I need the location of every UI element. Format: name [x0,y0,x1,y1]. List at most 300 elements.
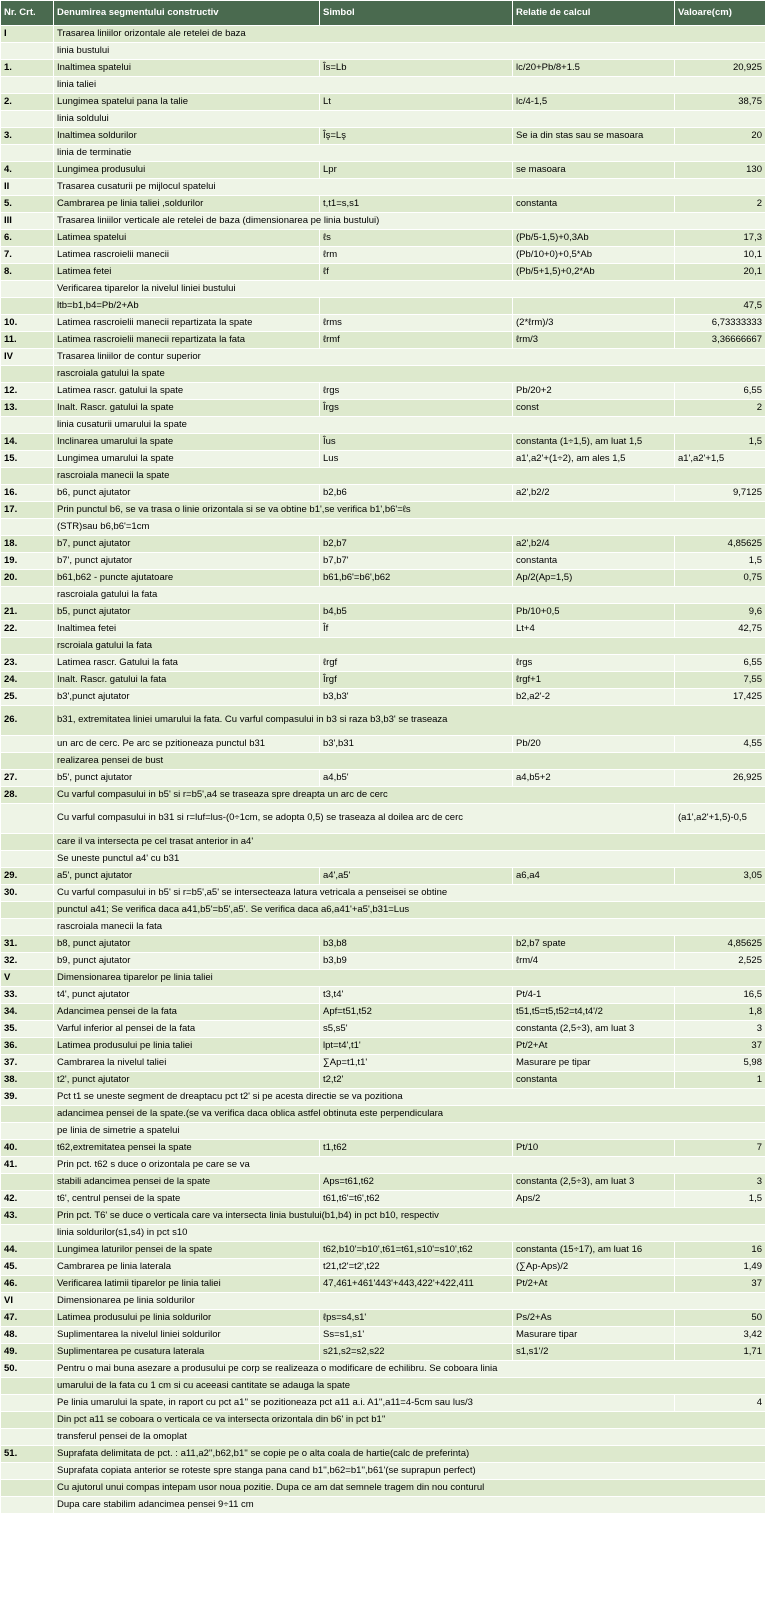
row-name: Inaltimea fetei [54,621,320,638]
subsection-title: realizarea pensei de bust [54,753,765,770]
row-number: 33. [1,987,54,1004]
table-row [1,655,765,672]
row-text: Cu varful compasului in b31 si r=luf=lus-(0÷1cm, se adopta 0,5) se traseaza al doilea arc de cerc [54,804,675,834]
row-symbol: ∑Ap=t1,t1' [320,1055,513,1072]
row-symbol: b2,b6 [320,485,513,502]
row-number: 36. [1,1038,54,1055]
row-number: 27. [1,770,54,787]
subsection-row [1,77,765,94]
subsection-row [1,638,765,655]
row-number: 47. [1,1310,54,1327]
row-value: 42,75 [675,621,765,638]
row-value: 50 [675,1310,765,1327]
subsection-title: linia taliei [54,77,765,94]
row-formula: s1,s1'/2 [513,1344,675,1361]
row-text: pe linia de simetrie a spatelui [54,1123,765,1140]
row-text: linia soldurilor(s1,s4) in pct s10 [54,1225,765,1242]
row-symbol: b3',b31 [320,736,513,753]
row-symbol: 47,461+461'443'+443,422'+422,411 [320,1276,513,1293]
table-row [1,1378,765,1395]
row-value: 1,5 [675,1191,765,1208]
row-symbol: Îf [320,621,513,638]
row-name: Latimea fetei [54,264,320,281]
row-value: 26,925 [675,770,765,787]
table-row [1,281,765,298]
row-text: b31, extremitatea liniei umarului la fata. Cu varful compasului in b3 si raza b3,b3' se traseaza [54,706,765,736]
row-text: Verificarea tiparelor la nivelul liniei bustului [54,281,765,298]
row-name: Lungimea spatelui pana la talie [54,94,320,111]
row-number: 24. [1,672,54,689]
row-text: Suprafata delimitata de pct. : a11,a2'',b62,b1'' se copie pe o alta coala de hartie(calc de preferinta) [54,1446,765,1463]
table-row [1,1463,765,1480]
table-row [1,1191,765,1208]
subsection-row [1,417,765,434]
row-text: Cu varful compasului in b5' si r=b5',a5' se intersecteaza latura vetricala a penseisei se obtine [54,885,765,902]
section-title: Trasarea cusaturii pe mijlocul spatelui [54,179,765,196]
row-value: 4 [675,1395,765,1412]
row-formula: Lt+4 [513,621,675,638]
table-row [1,400,765,417]
row-number: 10. [1,315,54,332]
row-number: 8. [1,264,54,281]
row-name: Cambrarea pe linia taliei ,soldurilor [54,196,320,213]
row-symbol: b3,b8 [320,936,513,953]
table-row [1,196,765,213]
row-number: 14. [1,434,54,451]
row-value: 3,42 [675,1327,765,1344]
row-number: 17. [1,502,54,519]
row-symbol: t,t1=s,s1 [320,196,513,213]
row-number [1,902,54,919]
row-text: Prin punctul b6, se va trasa o linie orizontala si se va obtine b1',se verifica b1',b6'=ℓs [54,502,765,519]
table-row [1,1106,765,1123]
row-formula: constanta (2,5÷3), am luat 3 [513,1021,675,1038]
row-number [1,1497,54,1514]
row-number: 21. [1,604,54,621]
row-name: Cambrarea la nivelul taliei [54,1055,320,1072]
row-number: I [1,26,54,43]
table-row [1,902,765,919]
row-name: Latimea rascroielii manecii repartizata la fata [54,332,320,349]
row-value: 2 [675,196,765,213]
row-name: Varful inferior al pensei de la fata [54,1021,320,1038]
table-row [1,1072,765,1089]
row-number: 51. [1,1446,54,1463]
row-formula: constanta (2,5÷3), am luat 3 [513,1174,675,1191]
row-formula: Ps/2+As [513,1310,675,1327]
row-number: 6. [1,230,54,247]
row-number: 39. [1,1089,54,1106]
row-number [1,298,54,315]
row-number: 35. [1,1021,54,1038]
row-number: 37. [1,1055,54,1072]
row-number: 50. [1,1361,54,1378]
row-value: 1,49 [675,1259,765,1276]
row-symbol: t2,t2' [320,1072,513,1089]
row-value: 4,85625 [675,536,765,553]
table-row [1,706,765,736]
row-value: 3 [675,1174,765,1191]
row-symbol: ℓrms [320,315,513,332]
row-value: 4,85625 [675,936,765,953]
row-number: 11. [1,332,54,349]
table-row [1,519,765,536]
table-row [1,1174,765,1191]
row-formula: Aps/2 [513,1191,675,1208]
row-number: 49. [1,1344,54,1361]
table-row [1,1055,765,1072]
row-formula: Masurare pe tipar [513,1055,675,1072]
row-formula: Pt/2+At [513,1276,675,1293]
row-symbol: lpt=t4',t1' [320,1038,513,1055]
row-text: Cu varful compasului in b5' si r=b5',a4 se traseaza spre dreapta un arc de cerc [54,787,765,804]
row-formula: const [513,400,675,417]
row-value: 9,6 [675,604,765,621]
row-symbol: ℓrgf [320,655,513,672]
row-number [1,804,54,834]
row-formula: t51,t5=t5,t52=t4,t4'/2 [513,1004,675,1021]
row-name: b7', punct ajutator [54,553,320,570]
row-formula [513,298,675,315]
row-name: b7, punct ajutator [54,536,320,553]
row-number: 16. [1,485,54,502]
table-row [1,451,765,468]
row-number [1,587,54,604]
row-value: 4,55 [675,736,765,753]
row-name: b6, punct ajutator [54,485,320,502]
row-name: Cambrarea pe linia laterala [54,1259,320,1276]
subsection-row [1,587,765,604]
row-value: 6,73333333 [675,315,765,332]
table-row [1,315,765,332]
row-formula: a4,b5+2 [513,770,675,787]
row-formula: lc/4-1,5 [513,94,675,111]
row-formula: constanta [513,553,675,570]
table-row [1,1429,765,1446]
row-number: 31. [1,936,54,953]
row-formula: (2*ℓrm)/3 [513,315,675,332]
subsection-row [1,753,765,770]
row-number [1,1480,54,1497]
row-number [1,77,54,94]
row-value: a1',a2'+1,5 [675,451,765,468]
row-name: b61,b62 - puncte ajutatoare [54,570,320,587]
row-symbol: s21,s2=s2,s22 [320,1344,513,1361]
row-symbol: t21,t2'=t2',t22 [320,1259,513,1276]
row-symbol: ℓps=s4,s1' [320,1310,513,1327]
row-formula: Ap/2(Ap=1,5) [513,570,675,587]
row-number: 45. [1,1259,54,1276]
table-row [1,1446,765,1463]
table-row [1,230,765,247]
row-symbol: ℓrgs [320,383,513,400]
row-value: 37 [675,1038,765,1055]
section-title: Trasarea liniilor orizontale ale retelei de baza [54,26,765,43]
row-formula: constanta (15÷17), am luat 16 [513,1242,675,1259]
row-number: 4. [1,162,54,179]
table-row [1,851,765,868]
section-row [1,26,765,43]
table-row [1,936,765,953]
row-number: 32. [1,953,54,970]
row-formula: Pb/20 [513,736,675,753]
row-value: 1,71 [675,1344,765,1361]
table-row [1,1361,765,1378]
row-number: 12. [1,383,54,400]
header-value: Valoare(cm) [675,1,765,26]
row-value: 1,5 [675,553,765,570]
subsection-row [1,366,765,383]
table-row [1,553,765,570]
row-name: Latimea produsului pe linia soldurilor [54,1310,320,1327]
row-name: t4', punct ajutator [54,987,320,1004]
row-text: Prin pct. t62 s duce o orizontala pe care se va [54,1157,765,1174]
row-name: Lungimea produsului [54,162,320,179]
table-row [1,1480,765,1497]
row-name: Adancimea pensei de la fata [54,1004,320,1021]
table-row [1,736,765,753]
row-symbol: Apf=t51,t52 [320,1004,513,1021]
row-value: 1 [675,1072,765,1089]
row-value: 130 [675,162,765,179]
row-number: 34. [1,1004,54,1021]
row-value: 16 [675,1242,765,1259]
row-name: stabili adancimea pensei de la spate [54,1174,320,1191]
table-row [1,953,765,970]
table-row [1,570,765,587]
row-formula: Pt/10 [513,1140,675,1157]
row-number [1,519,54,536]
row-symbol: Lt [320,94,513,111]
table-row [1,1123,765,1140]
table-row [1,1157,765,1174]
row-text: umarului de la fata cu 1 cm si cu aceeasi cantitate se adauga la spate [54,1378,765,1395]
row-number [1,111,54,128]
row-number: 26. [1,706,54,736]
row-text: transferul pensei de la omoplat [54,1429,765,1446]
row-name: Inaltimea soldurilor [54,128,320,145]
subsection-title: linia cusaturii umarului la spate [54,417,765,434]
row-symbol: ℓrmf [320,332,513,349]
row-name: Inclinarea umarului la spate [54,434,320,451]
table-row [1,804,765,834]
table-row [1,604,765,621]
row-formula: a1',a2'+(1÷2), am ales 1,5 [513,451,675,468]
row-value: 0,75 [675,570,765,587]
table-row [1,1242,765,1259]
subsection-title: linia de terminatie [54,145,765,162]
row-formula: ℓrgs [513,655,675,672]
row-number [1,851,54,868]
subsection-title: rascroiala gatului la spate [54,366,765,383]
row-text: Se uneste punctul a4' cu b31 [54,851,765,868]
row-name: Latimea spatelui [54,230,320,247]
section-title: Trasarea liniilor verticale ale retelei de baza (dimensionarea pe linia bustului) [54,213,765,230]
row-name: Suplimentarea la nivelul liniei soldurilor [54,1327,320,1344]
row-symbol: Lus [320,451,513,468]
row-value: 3,36666667 [675,332,765,349]
row-text: care il va intersecta pe cel trasat anterior in a4' [54,834,765,851]
table-row [1,885,765,902]
table-row [1,1497,765,1514]
row-value: 7 [675,1140,765,1157]
row-symbol: Îs=Lb [320,60,513,77]
row-formula: Pt/4-1 [513,987,675,1004]
table-row [1,1140,765,1157]
row-name: a5', punct ajutator [54,868,320,885]
table-header [1,1,765,26]
row-number [1,417,54,434]
row-number: 30. [1,885,54,902]
row-number: IV [1,349,54,366]
row-number: 42. [1,1191,54,1208]
row-symbol: Îrgs [320,400,513,417]
row-number [1,1395,54,1412]
row-symbol: ℓs [320,230,513,247]
row-text: adancimea pensei de la spate.(se va verifica daca oblica astfel obtinuta este perpendiculara [54,1106,765,1123]
table-row [1,1259,765,1276]
subsection-title: linia bustului [54,43,765,60]
table-row [1,60,765,77]
table-row [1,298,765,315]
row-symbol [320,298,513,315]
row-name: b3',punct ajutator [54,689,320,706]
row-symbol: b4,b5 [320,604,513,621]
row-value: 6,55 [675,383,765,400]
row-number [1,1429,54,1446]
row-value: 47,5 [675,298,765,315]
row-text: Cu ajutorul unui compas intepam usor noua pozitie. Dupa ce am dat semnele tragem din nou conturul [54,1480,765,1497]
row-name: b9, punct ajutator [54,953,320,970]
row-symbol: b7,b7' [320,553,513,570]
table-row [1,128,765,145]
table-row [1,834,765,851]
row-value: 20,1 [675,264,765,281]
row-number [1,281,54,298]
row-formula: (∑Ap-Aps)/2 [513,1259,675,1276]
row-number [1,753,54,770]
row-name: b8, punct ajutator [54,936,320,953]
row-number: 3. [1,128,54,145]
row-number: 43. [1,1208,54,1225]
table-row [1,485,765,502]
section-row [1,1293,765,1310]
section-title: Trasarea liniilor de contur superior [54,349,765,366]
row-formula: Pb/20+2 [513,383,675,400]
row-name: Latimea rascr. gatului la spate [54,383,320,400]
subsection-title: rascroiala manecii la fata [54,919,765,936]
table-row [1,787,765,804]
row-text: Suprafata copiata anterior se roteste spre stanga pana cand b1'',b62=b1'',b61'(se suprapun perfect) [54,1463,765,1480]
row-formula: constanta [513,1072,675,1089]
header-name: Denumirea segmentului constructiv [54,1,320,26]
table-row [1,264,765,281]
row-name: Lungimea laturilor pensei de la spate [54,1242,320,1259]
row-symbol: t1,t62 [320,1140,513,1157]
row-number: 29. [1,868,54,885]
row-formula: ℓrgf+1 [513,672,675,689]
row-value: 1,8 [675,1004,765,1021]
row-number: 48. [1,1327,54,1344]
row-name: Inalt. Rascr. gatului la spate [54,400,320,417]
row-number [1,1378,54,1395]
row-number: 7. [1,247,54,264]
row-name: b5, punct ajutator [54,604,320,621]
subsection-row [1,43,765,60]
row-number: 41. [1,1157,54,1174]
table-row [1,1225,765,1242]
table-row [1,434,765,451]
row-number: 13. [1,400,54,417]
table-row [1,94,765,111]
row-number: 46. [1,1276,54,1293]
row-text: Pct t1 se uneste segment de dreaptacu pct t2' si pe acesta directie se va pozitiona [54,1089,765,1106]
row-formula: Pt/2+At [513,1038,675,1055]
row-number: 44. [1,1242,54,1259]
row-number [1,1463,54,1480]
row-number: 20. [1,570,54,587]
row-number: 25. [1,689,54,706]
row-text: (STR)sau b6,b6'=1cm [54,519,765,536]
row-number: V [1,970,54,987]
row-symbol: Îş=Lş [320,128,513,145]
row-symbol: b3,b3' [320,689,513,706]
row-formula: constanta (1÷1,5), am luat 1,5 [513,434,675,451]
row-formula: Masurare tipar [513,1327,675,1344]
row-value: 10,1 [675,247,765,264]
subsection-row [1,468,765,485]
row-formula: ℓrm/3 [513,332,675,349]
header-formula: Relatie de calcul [513,1,675,26]
row-formula: ℓrm/4 [513,953,675,970]
row-formula: b2,b7 spate [513,936,675,953]
row-number [1,919,54,936]
subsection-row [1,111,765,128]
row-number [1,1174,54,1191]
row-value: 38,75 [675,94,765,111]
row-symbol: b2,b7 [320,536,513,553]
row-number [1,366,54,383]
row-formula: a6,a4 [513,868,675,885]
row-formula: Pb/10+0,5 [513,604,675,621]
row-text: Prin pct. T6' se duce o verticala care va intersecta linia bustului(b1,b4) in pct b10, respectiv [54,1208,765,1225]
table-row [1,689,765,706]
row-symbol: b61,b6'=b6',b62 [320,570,513,587]
row-formula: constanta [513,196,675,213]
row-name: t2', punct ajutator [54,1072,320,1089]
table-row [1,536,765,553]
table-row [1,1344,765,1361]
row-number: 5. [1,196,54,213]
row-name: Lungimea umarului la spate [54,451,320,468]
row-number [1,834,54,851]
table-row [1,1276,765,1293]
row-value: 3 [675,1021,765,1038]
subsection-title: rscroiala gatului la fata [54,638,765,655]
row-formula: b2,a2'-2 [513,689,675,706]
row-number: VI [1,1293,54,1310]
subsection-row [1,919,765,936]
row-number: 38. [1,1072,54,1089]
row-symbol: t62,b10'=b10',t61=t61,s10'=s10',t62 [320,1242,513,1259]
row-symbol: Îus [320,434,513,451]
row-name: Latimea rascroielii manecii repartizata la spate [54,315,320,332]
row-name: t62,extremitatea pensei la spate [54,1140,320,1157]
row-name: Latimea produsului pe linia taliei [54,1038,320,1055]
row-symbol: ℓrm [320,247,513,264]
table-row [1,1327,765,1344]
table-row [1,868,765,885]
